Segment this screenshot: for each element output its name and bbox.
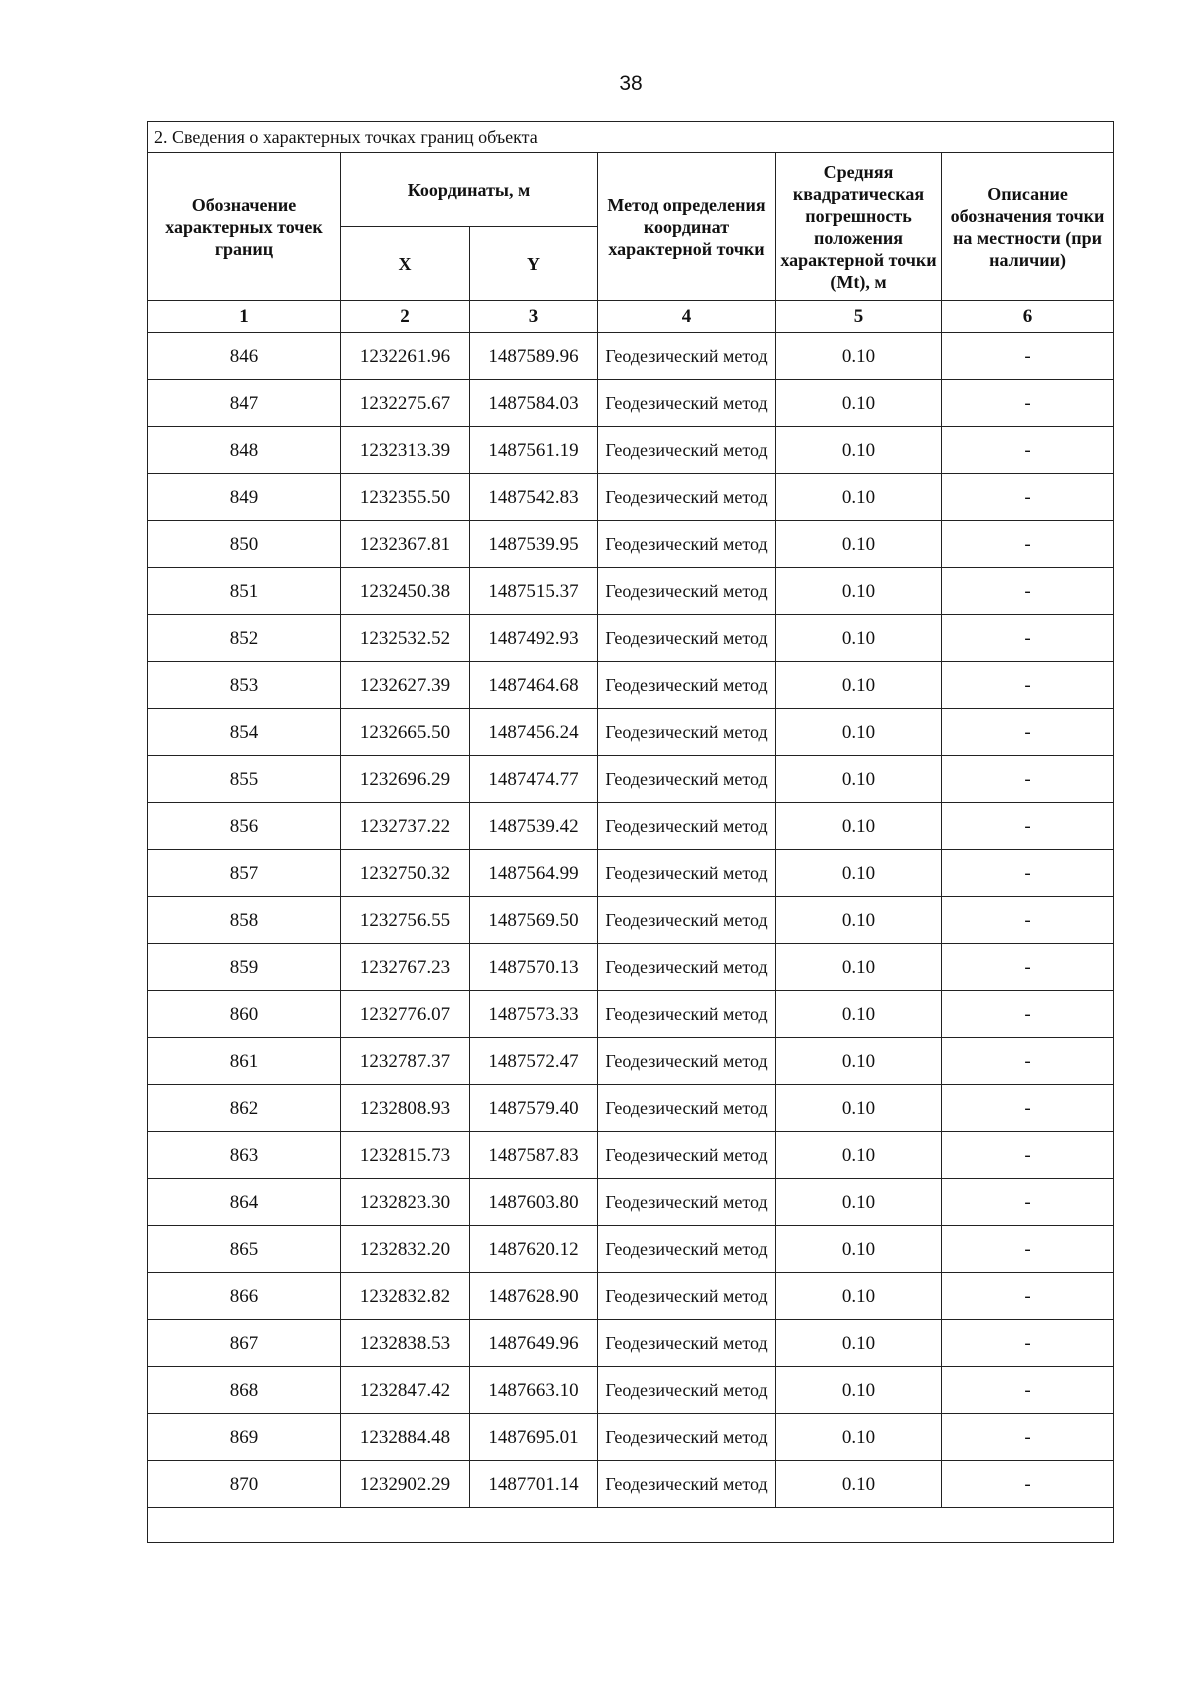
table-row — [148, 850, 1114, 897]
cell-y: 1487464.68 — [470, 662, 598, 709]
cell-x: 1232838.53 — [341, 1320, 470, 1367]
column-number: 6 — [942, 301, 1114, 333]
cell-description: - — [942, 521, 1114, 568]
cell-error: 0.10 — [776, 850, 942, 897]
cell-point: 866 — [148, 1273, 341, 1320]
cell-method: Геодезический метод — [598, 1226, 776, 1273]
cell-point: 864 — [148, 1179, 341, 1226]
cell-point: 861 — [148, 1038, 341, 1085]
cell-method: Геодезический метод — [598, 1179, 776, 1226]
column-number: 4 — [598, 301, 776, 333]
cell-description: - — [942, 568, 1114, 615]
table-body — [148, 333, 1114, 1508]
cell-method: Геодезический метод — [598, 1414, 776, 1461]
table-row — [148, 991, 1114, 1038]
cell-method: Геодезический метод — [598, 944, 776, 991]
cell-method: Геодезический метод — [598, 1461, 776, 1508]
cell-point: 870 — [148, 1461, 341, 1508]
cell-error: 0.10 — [776, 1085, 942, 1132]
cell-point: 862 — [148, 1085, 341, 1132]
cell-point: 847 — [148, 380, 341, 427]
cell-description: - — [942, 756, 1114, 803]
cell-y: 1487589.96 — [470, 333, 598, 380]
cell-x: 1232275.67 — [341, 380, 470, 427]
cell-description: - — [942, 1179, 1114, 1226]
cell-y: 1487695.01 — [470, 1414, 598, 1461]
cell-x: 1232750.32 — [341, 850, 470, 897]
cell-y: 1487701.14 — [470, 1461, 598, 1508]
cell-description: - — [942, 944, 1114, 991]
table-row — [148, 1461, 1114, 1508]
cell-method: Геодезический метод — [598, 427, 776, 474]
cell-error: 0.10 — [776, 991, 942, 1038]
cell-x: 1232776.07 — [341, 991, 470, 1038]
table-row — [148, 427, 1114, 474]
cell-y: 1487587.83 — [470, 1132, 598, 1179]
cell-method: Геодезический метод — [598, 803, 776, 850]
table-row — [148, 1085, 1114, 1132]
cell-error: 0.10 — [776, 427, 942, 474]
cell-point: 869 — [148, 1414, 341, 1461]
cell-method: Геодезический метод — [598, 991, 776, 1038]
table-row — [148, 1320, 1114, 1367]
cell-x: 1232313.39 — [341, 427, 470, 474]
cell-description: - — [942, 850, 1114, 897]
cell-error: 0.10 — [776, 944, 942, 991]
cell-method: Геодезический метод — [598, 1320, 776, 1367]
cell-description: - — [942, 1461, 1114, 1508]
cell-error: 0.10 — [776, 474, 942, 521]
cell-y: 1487584.03 — [470, 380, 598, 427]
cell-x: 1232823.30 — [341, 1179, 470, 1226]
cell-method: Геодезический метод — [598, 662, 776, 709]
cell-method: Геодезический метод — [598, 568, 776, 615]
cell-point: 867 — [148, 1320, 341, 1367]
cell-y: 1487603.80 — [470, 1179, 598, 1226]
cell-error: 0.10 — [776, 568, 942, 615]
cell-x: 1232367.81 — [341, 521, 470, 568]
column-number: 3 — [470, 301, 598, 333]
cell-y: 1487579.40 — [470, 1085, 598, 1132]
cell-y: 1487539.42 — [470, 803, 598, 850]
boundary-points-table — [147, 121, 1114, 1543]
cell-x: 1232902.29 — [341, 1461, 470, 1508]
table-row — [148, 1179, 1114, 1226]
cell-y: 1487492.93 — [470, 615, 598, 662]
cell-x: 1232787.37 — [341, 1038, 470, 1085]
table-row — [148, 662, 1114, 709]
cell-description: - — [942, 1085, 1114, 1132]
cell-x: 1232450.38 — [341, 568, 470, 615]
table-row — [148, 568, 1114, 615]
table-row — [148, 1226, 1114, 1273]
cell-x: 1232627.39 — [341, 662, 470, 709]
cell-description: - — [942, 897, 1114, 944]
cell-method: Геодезический метод — [598, 709, 776, 756]
cell-error: 0.10 — [776, 1367, 942, 1414]
cell-error: 0.10 — [776, 803, 942, 850]
cell-error: 0.10 — [776, 1226, 942, 1273]
cell-x: 1232355.50 — [341, 474, 470, 521]
cell-y: 1487564.99 — [470, 850, 598, 897]
cell-x: 1232884.48 — [341, 1414, 470, 1461]
cell-x: 1232756.55 — [341, 897, 470, 944]
column-number: 1 — [148, 301, 341, 333]
cell-point: 860 — [148, 991, 341, 1038]
cell-error: 0.10 — [776, 1038, 942, 1085]
cell-x: 1232261.96 — [341, 333, 470, 380]
table-row — [148, 1038, 1114, 1085]
column-number: 2 — [341, 301, 470, 333]
cell-x: 1232832.20 — [341, 1226, 470, 1273]
cell-point: 859 — [148, 944, 341, 991]
cell-y: 1487542.83 — [470, 474, 598, 521]
cell-y: 1487570.13 — [470, 944, 598, 991]
cell-description: - — [942, 662, 1114, 709]
cell-description: - — [942, 1038, 1114, 1085]
cell-description: - — [942, 333, 1114, 380]
cell-description: - — [942, 1132, 1114, 1179]
cell-method: Геодезический метод — [598, 1273, 776, 1320]
cell-y: 1487474.77 — [470, 756, 598, 803]
cell-point: 854 — [148, 709, 341, 756]
cell-x: 1232696.29 — [341, 756, 470, 803]
cell-error: 0.10 — [776, 1320, 942, 1367]
cell-point: 868 — [148, 1367, 341, 1414]
cell-point: 856 — [148, 803, 341, 850]
table-row — [148, 944, 1114, 991]
header-point: Обозначение характерных точек границ — [148, 153, 341, 301]
cell-point: 849 — [148, 474, 341, 521]
cell-y: 1487573.33 — [470, 991, 598, 1038]
cell-error: 0.10 — [776, 1461, 942, 1508]
cell-point: 852 — [148, 615, 341, 662]
table-row — [148, 803, 1114, 850]
table-row — [148, 756, 1114, 803]
cell-description: - — [942, 709, 1114, 756]
cell-method: Геодезический метод — [598, 850, 776, 897]
cell-error: 0.10 — [776, 1414, 942, 1461]
cell-point: 865 — [148, 1226, 341, 1273]
cell-error: 0.10 — [776, 1273, 942, 1320]
header-y: Y — [470, 227, 598, 301]
empty-cell — [148, 1508, 1114, 1543]
cell-method: Геодезический метод — [598, 521, 776, 568]
table-row — [148, 521, 1114, 568]
cell-method: Геодезический метод — [598, 1085, 776, 1132]
cell-description: - — [942, 380, 1114, 427]
cell-description: - — [942, 803, 1114, 850]
cell-y: 1487569.50 — [470, 897, 598, 944]
page-number: 38 — [619, 72, 643, 95]
cell-x: 1232665.50 — [341, 709, 470, 756]
cell-error: 0.10 — [776, 897, 942, 944]
cell-x: 1232808.93 — [341, 1085, 470, 1132]
cell-error: 0.10 — [776, 521, 942, 568]
empty-footer-row — [148, 1508, 1114, 1543]
cell-method: Геодезический метод — [598, 474, 776, 521]
cell-point: 855 — [148, 756, 341, 803]
cell-point: 857 — [148, 850, 341, 897]
cell-y: 1487649.96 — [470, 1320, 598, 1367]
cell-x: 1232737.22 — [341, 803, 470, 850]
cell-x: 1232847.42 — [341, 1367, 470, 1414]
cell-error: 0.10 — [776, 662, 942, 709]
cell-point: 853 — [148, 662, 341, 709]
cell-error: 0.10 — [776, 380, 942, 427]
cell-error: 0.10 — [776, 756, 942, 803]
cell-error: 0.10 — [776, 333, 942, 380]
cell-description: - — [942, 1273, 1114, 1320]
table-row — [148, 474, 1114, 521]
cell-error: 0.10 — [776, 615, 942, 662]
cell-x: 1232767.23 — [341, 944, 470, 991]
cell-description: - — [942, 1367, 1114, 1414]
cell-y: 1487561.19 — [470, 427, 598, 474]
cell-error: 0.10 — [776, 1179, 942, 1226]
column-number: 5 — [776, 301, 942, 333]
cell-y: 1487515.37 — [470, 568, 598, 615]
cell-method: Геодезический метод — [598, 1132, 776, 1179]
cell-point: 858 — [148, 897, 341, 944]
header-method: Метод определения координат характерной точки — [598, 153, 776, 301]
table-row — [148, 1414, 1114, 1461]
table-row — [148, 333, 1114, 380]
table-row — [148, 897, 1114, 944]
cell-method: Геодезический метод — [598, 380, 776, 427]
header-description: Описание обозначения точки на местности (при наличии) — [942, 153, 1114, 301]
cell-point: 846 — [148, 333, 341, 380]
cell-x: 1232832.82 — [341, 1273, 470, 1320]
cell-description: - — [942, 474, 1114, 521]
cell-description: - — [942, 991, 1114, 1038]
cell-method: Геодезический метод — [598, 1038, 776, 1085]
cell-y: 1487456.24 — [470, 709, 598, 756]
cell-x: 1232532.52 — [341, 615, 470, 662]
header-coordinates: Координаты, м — [341, 153, 598, 227]
table-row — [148, 380, 1114, 427]
cell-description: - — [942, 427, 1114, 474]
cell-description: - — [942, 1226, 1114, 1273]
cell-point: 850 — [148, 521, 341, 568]
cell-description: - — [942, 1414, 1114, 1461]
cell-error: 0.10 — [776, 709, 942, 756]
cell-method: Геодезический метод — [598, 897, 776, 944]
cell-description: - — [942, 615, 1114, 662]
table-row — [148, 709, 1114, 756]
cell-point: 848 — [148, 427, 341, 474]
cell-method: Геодезический метод — [598, 756, 776, 803]
cell-y: 1487539.95 — [470, 521, 598, 568]
cell-method: Геодезический метод — [598, 1367, 776, 1414]
cell-point: 851 — [148, 568, 341, 615]
cell-point: 863 — [148, 1132, 341, 1179]
cell-y: 1487572.47 — [470, 1038, 598, 1085]
cell-method: Геодезический метод — [598, 333, 776, 380]
header-error: Средняя квадратическая погрешность положения характерной точки (Mt), м — [776, 153, 942, 301]
cell-x: 1232815.73 — [341, 1132, 470, 1179]
table-row — [148, 1273, 1114, 1320]
cell-y: 1487628.90 — [470, 1273, 598, 1320]
table-row — [148, 615, 1114, 662]
cell-description: - — [942, 1320, 1114, 1367]
header-x: X — [341, 227, 470, 301]
cell-method: Геодезический метод — [598, 615, 776, 662]
cell-y: 1487620.12 — [470, 1226, 598, 1273]
section-title: 2. Сведения о характерных точках границ объекта — [148, 122, 1114, 153]
cell-error: 0.10 — [776, 1132, 942, 1179]
cell-y: 1487663.10 — [470, 1367, 598, 1414]
table-row — [148, 1132, 1114, 1179]
table-row — [148, 1367, 1114, 1414]
